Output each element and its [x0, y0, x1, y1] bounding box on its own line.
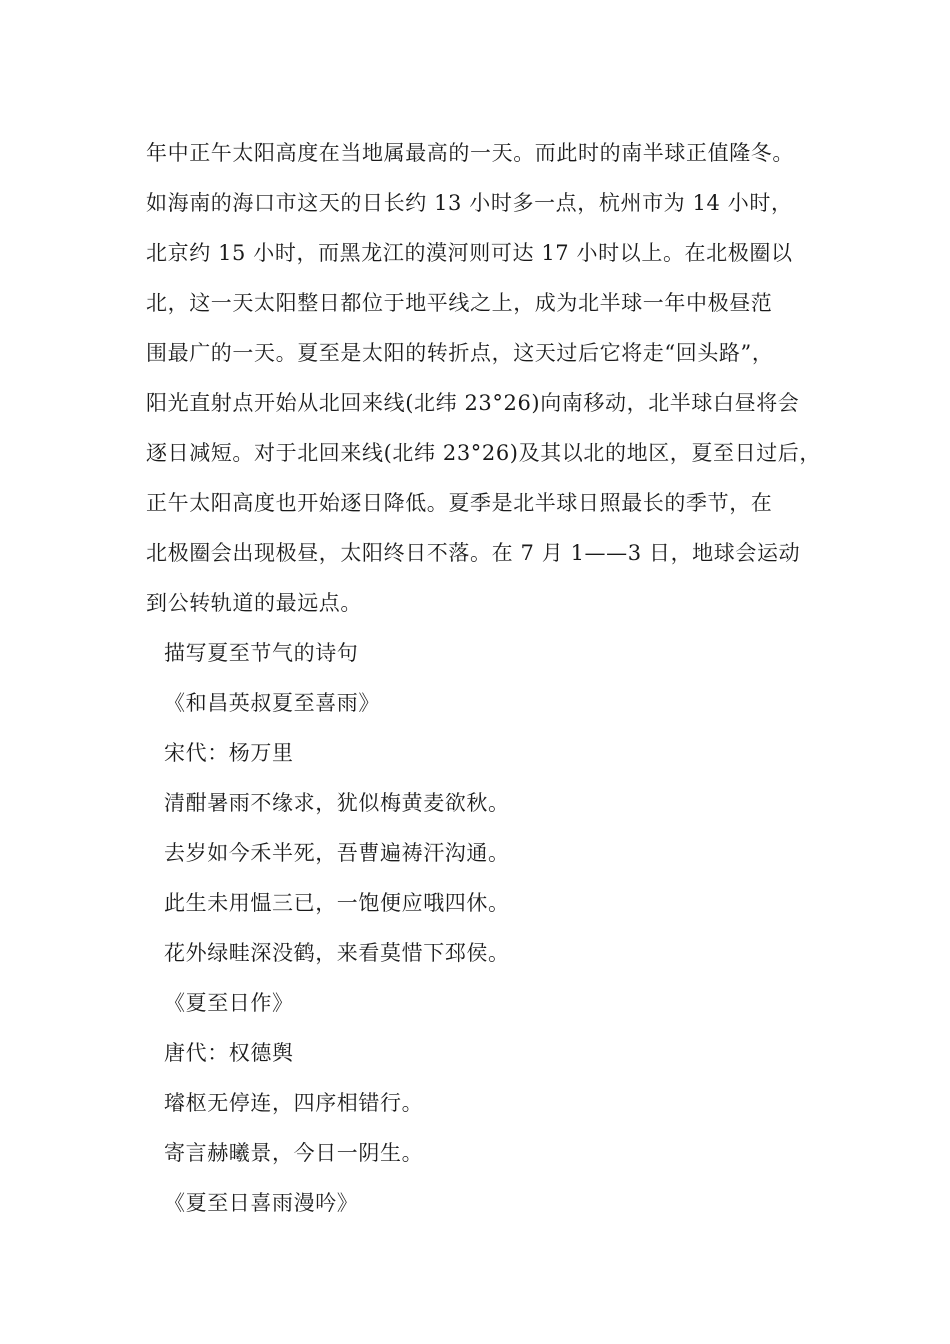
paragraph-line: 逐日减短。对于北回来线(北纬 23°26)及其以北的地区，夏至日过后，: [146, 441, 822, 465]
poem-line: 花外绿畦深没鹤，来看莫惜下邳侯。: [164, 941, 510, 965]
paragraph-line: 阳光直射点开始从北回来线(北纬 23°26)向南移动，北半球白昼将会: [146, 391, 800, 415]
poem-line: 清酣暑雨不缘求，犹似梅黄麦欲秋。: [164, 791, 510, 815]
paragraph-line: 北极圈会出现极昼，太阳终日不落。在 7 月 1——3 日，地球会运动: [146, 541, 801, 565]
poem-line: 寄言赫曦景，今日一阴生。: [164, 1141, 424, 1165]
poem-title: 《和昌英叔夏至喜雨》: [164, 691, 380, 715]
poem-author: 唐代：权德舆: [164, 1041, 294, 1065]
poem-title: 《夏至日喜雨漫吟》: [164, 1191, 359, 1215]
section-heading: 描写夏至节气的诗句: [164, 641, 359, 665]
paragraph-line: 围最广的一天。夏至是太阳的转折点，这天过后它将走“回头路”，: [146, 341, 774, 365]
paragraph-line: 年中正午太阳高度在当地属最高的一天。而此时的南半球正值隆冬。: [146, 141, 794, 165]
poem-title: 《夏至日作》: [164, 991, 294, 1015]
document-body: [146, 128, 836, 1228]
paragraph-line: 正午太阳高度也开始逐日降低。夏季是北半球日照最长的季节，在: [146, 491, 773, 515]
poem-line: 去岁如今禾半死，吾曹遍祷汗沟通。: [164, 841, 510, 865]
poem-line: 璿枢无停连，四序相错行。: [164, 1091, 424, 1115]
poem-line: 此生未用愠三已，一饱便应哦四休。: [164, 891, 510, 915]
poem-author: 宋代：杨万里: [164, 741, 294, 765]
paragraph-line: 如海南的海口市这天的日长约 13 小时多一点，杭州市为 14 小时，: [146, 191, 793, 215]
paragraph-line: 北京约 15 小时，而黑龙江的漠河则可达 17 小时以上。在北极圈以: [146, 241, 793, 265]
paragraph-line: 北，这一天太阳整日都位于地平线之上，成为北半球一年中极昼范: [146, 291, 773, 315]
paragraph-line: 到公转轨道的最远点。: [146, 591, 362, 615]
